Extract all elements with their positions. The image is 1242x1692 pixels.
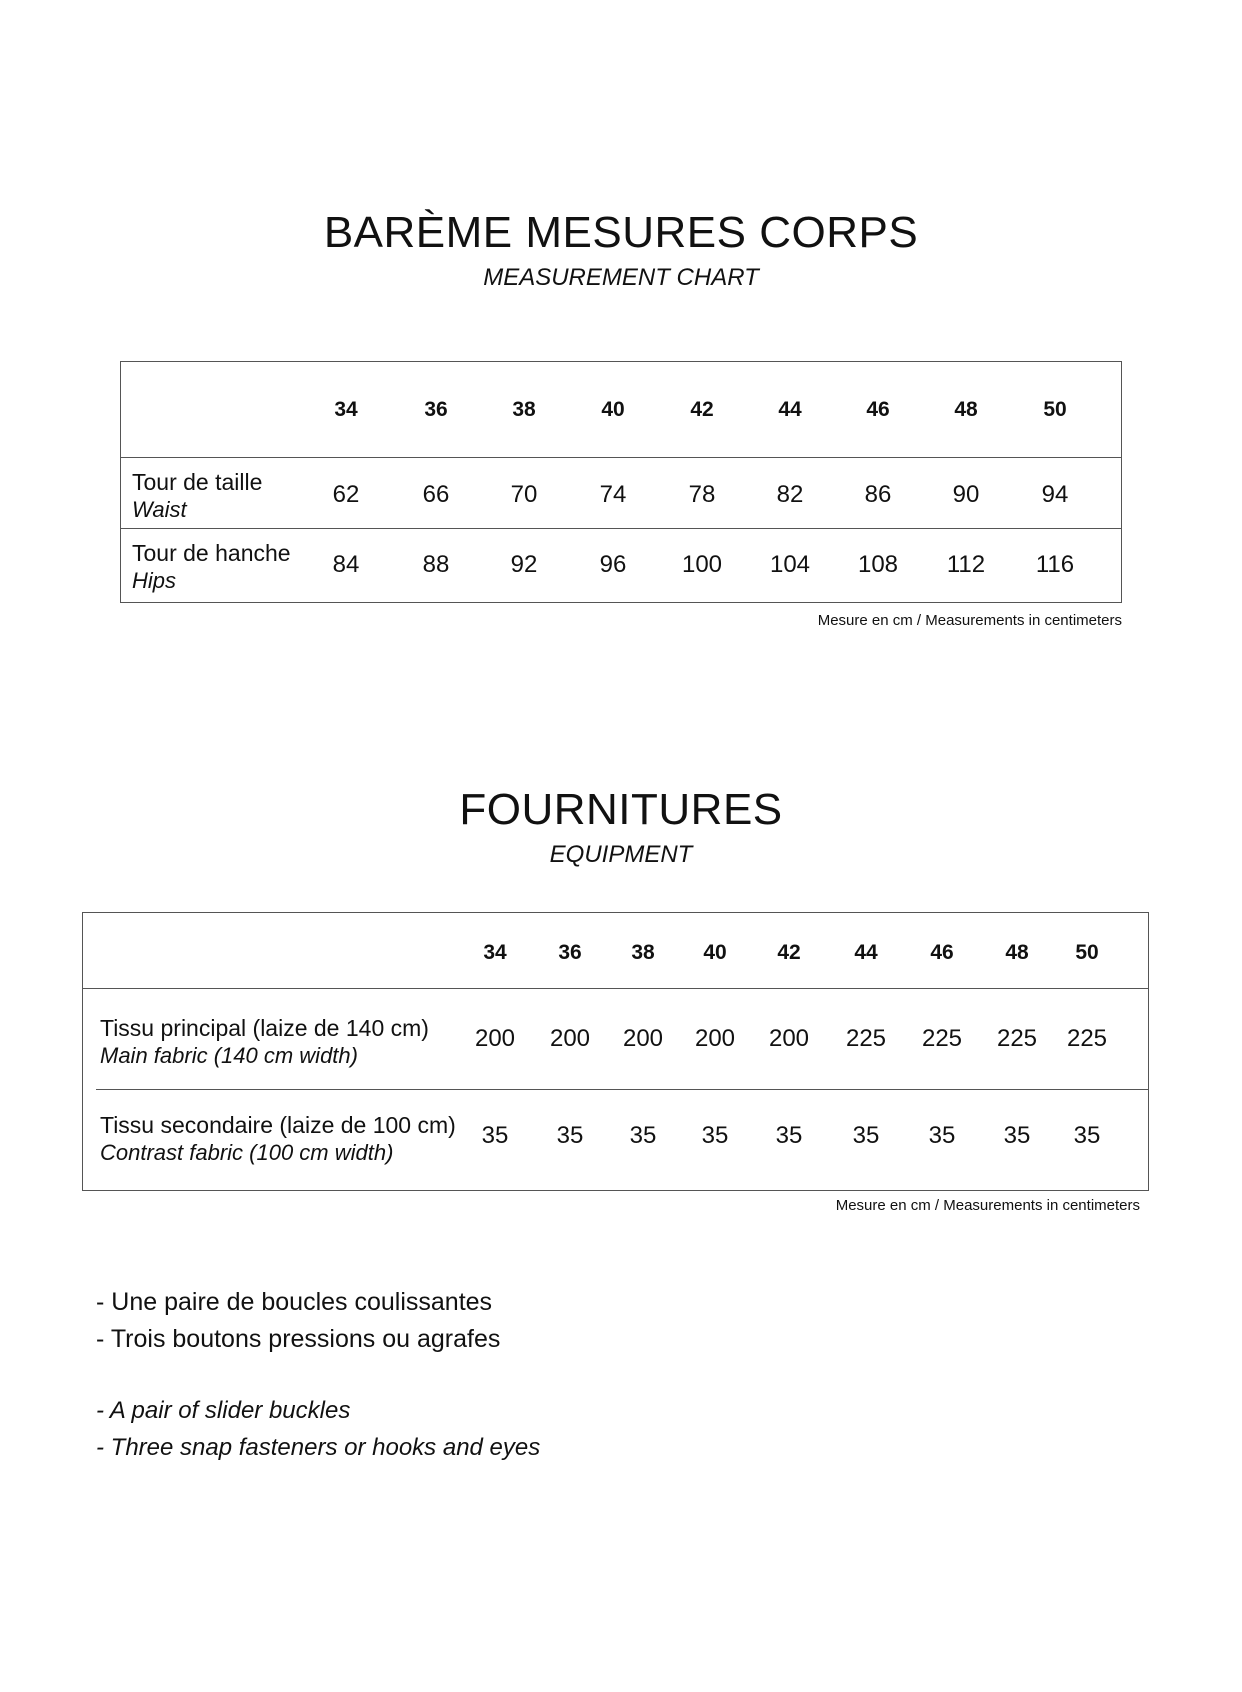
table-cell: 200 [694, 1025, 736, 1052]
contrast-fabric-label-en: Contrast fabric (100 cm width) [100, 1140, 394, 1165]
table-cell: 116 [1035, 551, 1075, 578]
table-cell: 88 [422, 551, 450, 578]
main-fabric-label-en: Main fabric (140 cm width) [100, 1043, 358, 1068]
waist-label-fr: Tour de taille [132, 469, 263, 495]
measurement-subtitle: MEASUREMENT CHART [483, 264, 759, 291]
table-cell: 35 [481, 1122, 509, 1149]
size-header: 42 [690, 398, 714, 421]
table-cell: 200 [549, 1025, 591, 1052]
size-header: 44 [778, 398, 802, 421]
table-cell: 225 [921, 1025, 963, 1052]
size-header: 46 [866, 398, 890, 421]
hips-label-fr: Tour de hanche [132, 540, 291, 566]
table-cell: 84 [332, 551, 360, 578]
size-header: 50 [1043, 398, 1067, 421]
size-header: 36 [558, 941, 582, 964]
table-cell: 35 [1073, 1122, 1101, 1149]
size-header: 38 [631, 941, 655, 964]
supply-item-fr: - Trois boutons pressions ou agrafes [96, 1325, 501, 1353]
hips-label-en: Hips [132, 568, 177, 593]
table-cell: 82 [776, 481, 804, 508]
measurement-unit-note: Mesure en cm / Measurements in centimeters [817, 612, 1122, 629]
size-header: 44 [854, 941, 878, 964]
equipment-row-divider [96, 1089, 1148, 1090]
equipment-subtitle: EQUIPMENT [549, 841, 693, 868]
size-header: 36 [424, 398, 448, 421]
equipment-title: FOURNITURES [459, 785, 783, 834]
size-header: 42 [777, 941, 801, 964]
table-cell: 35 [701, 1122, 729, 1149]
table-cell: 35 [1003, 1122, 1031, 1149]
measurement-row-divider [121, 528, 1121, 529]
table-cell: 35 [775, 1122, 803, 1149]
table-cell: 104 [769, 551, 811, 578]
size-header: 46 [930, 941, 954, 964]
table-cell: 100 [681, 551, 723, 578]
size-header: 40 [601, 398, 625, 421]
table-cell: 66 [422, 481, 450, 508]
contrast-fabric-label-fr: Tissu secondaire (laize de 100 cm) [100, 1112, 456, 1138]
size-header: 50 [1075, 941, 1099, 964]
table-cell: 200 [622, 1025, 664, 1052]
table-cell: 35 [928, 1122, 956, 1149]
size-header: 48 [1005, 941, 1029, 964]
main-fabric-label-fr: Tissu principal (laize de 140 cm) [100, 1015, 429, 1041]
table-cell: 92 [510, 551, 538, 578]
table-cell: 86 [864, 481, 892, 508]
supply-item-fr: - Une paire de boucles coulissantes [96, 1288, 493, 1316]
waist-label-en: Waist [132, 497, 187, 522]
equipment-unit-note: Mesure en cm / Measurements in centimeters [835, 1197, 1140, 1214]
table-cell: 78 [688, 481, 716, 508]
measurement-header-divider [121, 457, 1121, 458]
table-cell: 108 [857, 551, 899, 578]
size-header: 34 [483, 941, 507, 964]
table-cell: 35 [556, 1122, 584, 1149]
table-cell: 94 [1041, 481, 1069, 508]
table-cell: 35 [852, 1122, 880, 1149]
table-cell: 225 [1066, 1025, 1108, 1052]
size-header: 40 [703, 941, 727, 964]
table-cell: 200 [768, 1025, 810, 1052]
table-cell: 225 [996, 1025, 1038, 1052]
table-cell: 90 [952, 481, 980, 508]
size-header: 34 [334, 398, 358, 421]
table-cell: 96 [599, 551, 627, 578]
table-cell: 200 [474, 1025, 516, 1052]
table-cell: 70 [510, 481, 538, 508]
supply-item-en: - Three snap fasteners or hooks and eyes [96, 1434, 541, 1461]
size-header: 38 [512, 398, 536, 421]
table-cell: 74 [599, 481, 627, 508]
table-cell: 112 [946, 551, 986, 578]
table-cell: 62 [332, 481, 360, 508]
table-cell: 35 [629, 1122, 657, 1149]
measurement-title: BARÈME MESURES CORPS [323, 208, 919, 257]
supply-item-en: - A pair of slider buckles [96, 1397, 351, 1424]
size-header: 48 [954, 398, 978, 421]
table-cell: 225 [845, 1025, 887, 1052]
equipment-header-divider [83, 988, 1148, 989]
